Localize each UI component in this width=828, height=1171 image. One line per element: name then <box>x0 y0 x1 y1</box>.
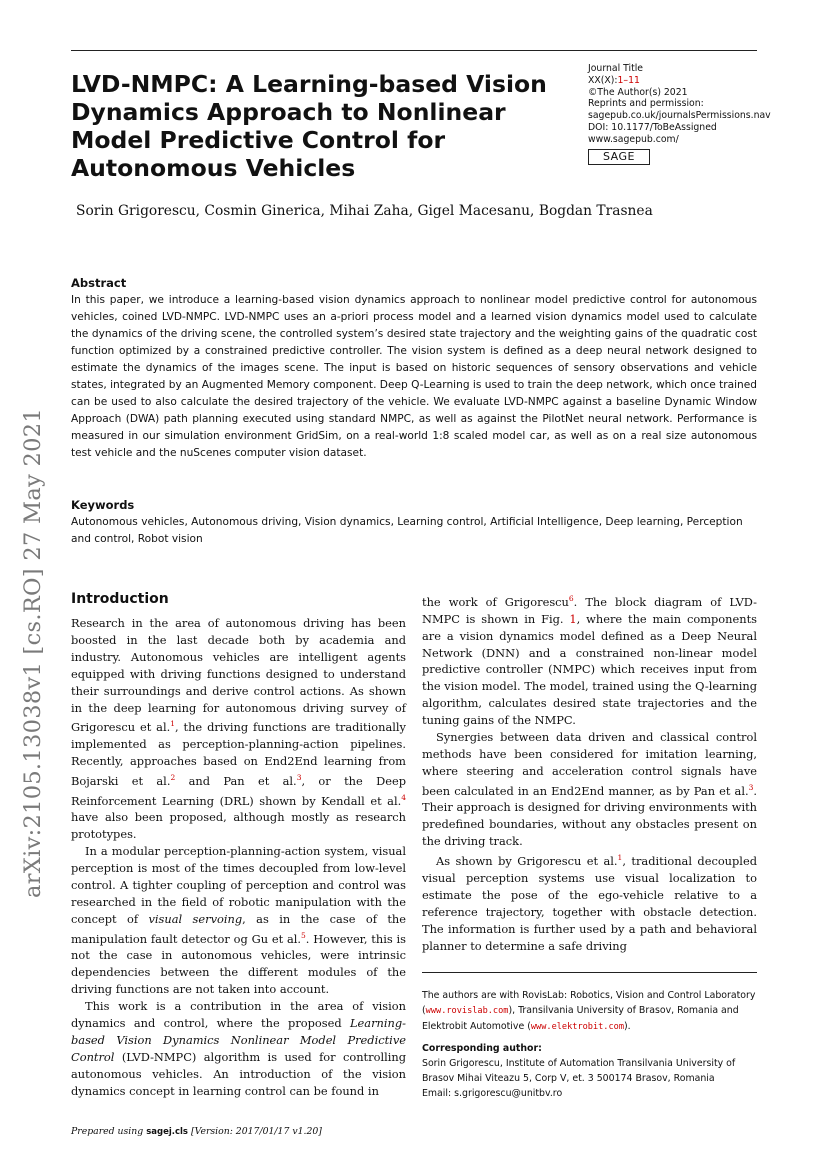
volume-prefix: XX(X): <box>588 74 618 86</box>
paragraph: This work is a contribution in the area of vision dynamics and control, where the proposed Learning-based Vision Dynamics Nonlinear Model Predictive Control (LVD-NMPC) algorithm is used for controlling autonomous vehicles. An introduction of the vision dynamics concept in learning control can be found in <box>71 999 406 1098</box>
elektrobit-link[interactable]: www.elektrobit.com <box>530 1022 625 1032</box>
volume-pages-link[interactable]: 1–11 <box>617 74 640 86</box>
rovislab-link[interactable]: www.rovislab.com <box>425 1006 509 1016</box>
prepared-footer: Prepared using sagej.cls [Version: 2017/01/17 v1.20] <box>71 1126 322 1137</box>
corresponding-heading: Corresponding author: <box>422 1043 542 1054</box>
citation-link[interactable]: 6 <box>568 594 574 603</box>
intro-heading: Introduction <box>71 591 169 607</box>
citation-link[interactable]: 2 <box>170 772 176 782</box>
email: Email: s.grigorescu@unitbv.ro <box>422 1088 563 1099</box>
affiliation: The authors are with RovisLab: Robotics, Vision and Control Laboratory (www.rovislab.com), Transilvania University of Brasov, Romania and Elektrobit Automotive (www.elektrobit.com). <box>422 990 756 1032</box>
copyright: ©The Author(s) 2021 <box>588 86 688 98</box>
arxiv-stamp: arXiv:2105.13038v1 [cs.RO] 27 May 2021 <box>20 408 46 898</box>
journal-info <box>588 63 771 165</box>
paragraph: In a modular perception-planning-action system, visual perception is most of the times decoupled from low-level control. A tighter coupling of perception and control was researched in the field of robotic manipulation with the concept of visual servoing, as in the case of the manipulation fault detector og Gu et al.$^5$. However, this is not the case in autonomous vehicles, were intrinsic dependencies between the different modules of the driving functions are not taken into account. <box>71 844 406 997</box>
paragraph: Synergies between data driven and classical control methods have been considered for imitation learning, where steering and acceleration control signals have been calculated in an End2End manner, as by Pan et al.$^3$. Their approach is designed for driving environments with predefined boundaries, without any obstacles present on the driving track. <box>422 730 757 849</box>
journal-volume <box>588 75 768 87</box>
reprints: Reprints and permission: <box>588 98 704 110</box>
citation-link[interactable]: 3 <box>748 782 754 792</box>
doi: DOI: 10.1177/ToBeAssigned <box>588 121 717 133</box>
paragraph: the work of Grigorescu$^6$. The block diagram of LVD-NMPC is shown in Fig. 1, where the main components are a vision dynamics model defined as a Deep Neural Network (DNN) and a constrained non-linear model predictive controller (NMPC) which receives input from the vision model. The model, trained using the Q-learning algorithm, calculates desired state trajectories and the tuning gains of the NMPC. <box>422 594 757 728</box>
sage-logo: SAGE <box>588 149 650 165</box>
column-left <box>71 615 406 1100</box>
footnote <box>422 988 759 1101</box>
permissions-url: sagepub.co.uk/journalsPermissions.nav <box>588 110 771 122</box>
paper-title: LVD-NMPC: A Learning-based Vision Dynamics Approach to Nonlinear Model Predictive Control for Autonomous Vehicles <box>71 70 547 182</box>
class-name: sagej.cls <box>146 1127 188 1137</box>
top-rule <box>71 50 757 51</box>
site-url: www.sagepub.com/ <box>588 133 679 145</box>
author-list: Sorin Grigorescu, Cosmin Ginerica, Mihai Zaha, Gigel Macesanu, Bogdan Trasnea <box>76 203 653 219</box>
column-right <box>422 591 757 954</box>
keywords-heading: Keywords <box>71 498 135 512</box>
abstract-text: In this paper, we introduce a learning-based vision dynamics approach to nonlinear model predictive control for autonomous vehicles, coined LVD-NMPC. LVD-NMPC uses an a-priori process model and a learned vision dynamics model used to calculate the dynamics of the driving scene, the controlled system’s desired state trajectory and the weighting gains of the quadratic cost function optimized by a constrained predictive controller. The vision system is defined as a deep neural network designed to estimate the dynamics of the images scene. The input is based on historic sequences of sensory observations and vehicle states, integrated by an Augmented Memory component. Deep Q-Learning is used to train the deep network, which once trained can be used to also calculate the desired trajectory of the vehicle. We evaluate LVD-NMPC against a baseline Dynamic Window Approach (DWA) path planning executed using standard NMPC, as well as against the PilotNet neural network. Performance is measured in our simulation environment GridSim, on a real-world 1:8 scaled model car, as well as on a real size autonomous test vehicle and the nuScenes computer vision dataset. <box>71 294 758 459</box>
abstract-heading: Abstract <box>71 276 127 290</box>
citation-link[interactable]: 1 <box>617 853 623 863</box>
corresponding-author: Sorin Grigorescu, Institute of Automation Transilvania University of Brasov Mihai Viteazu 5, Corp V, et. 3 500174 Brasov, Romania <box>422 1058 736 1084</box>
citation-link[interactable]: 3 <box>296 772 302 782</box>
journal-title: Journal Title <box>588 63 644 74</box>
paragraph: Research in the area of autonomous driving has been boosted in the last decade both by academia and industry. Autonomous vehicles are intelligent agents equipped with driving functions designed to understand their surroundings and derive control actions. As shown in the deep learning for autonomous driving survey of Grigorescu et al.$^1$, the driving functions are traditionally implemented as perception-planning-action pipelines. Recently, approaches based on End2End learning from Bojarski et al.$^2$ and Pan et al.$^3$, or the Deep Reinforcement Learning (DRL) shown by Kendall et al.$^4$ have also been proposed, although mostly as research prototypes. <box>71 616 406 842</box>
footnote-rule <box>422 972 757 973</box>
citation-link[interactable]: 5 <box>301 930 306 940</box>
paragraph: As shown by Grigorescu et al.$^1$, traditional decoupled visual perception systems use visual localization to estimate the pose of the ego-vehicle relative to a reference trajectory, together with obstacle detection. The information is further used by a path and behavioral planner to determine a safe driving <box>422 853 757 953</box>
citation-link[interactable]: 4 <box>401 792 406 802</box>
figure-link[interactable]: 1 <box>569 611 577 626</box>
keywords-text: Autonomous vehicles, Autonomous driving, Vision dynamics, Learning control, Artificial Intelligence, Deep learning, Perception and control, Robot vision <box>71 516 743 545</box>
citation-link[interactable]: 1 <box>170 719 176 729</box>
